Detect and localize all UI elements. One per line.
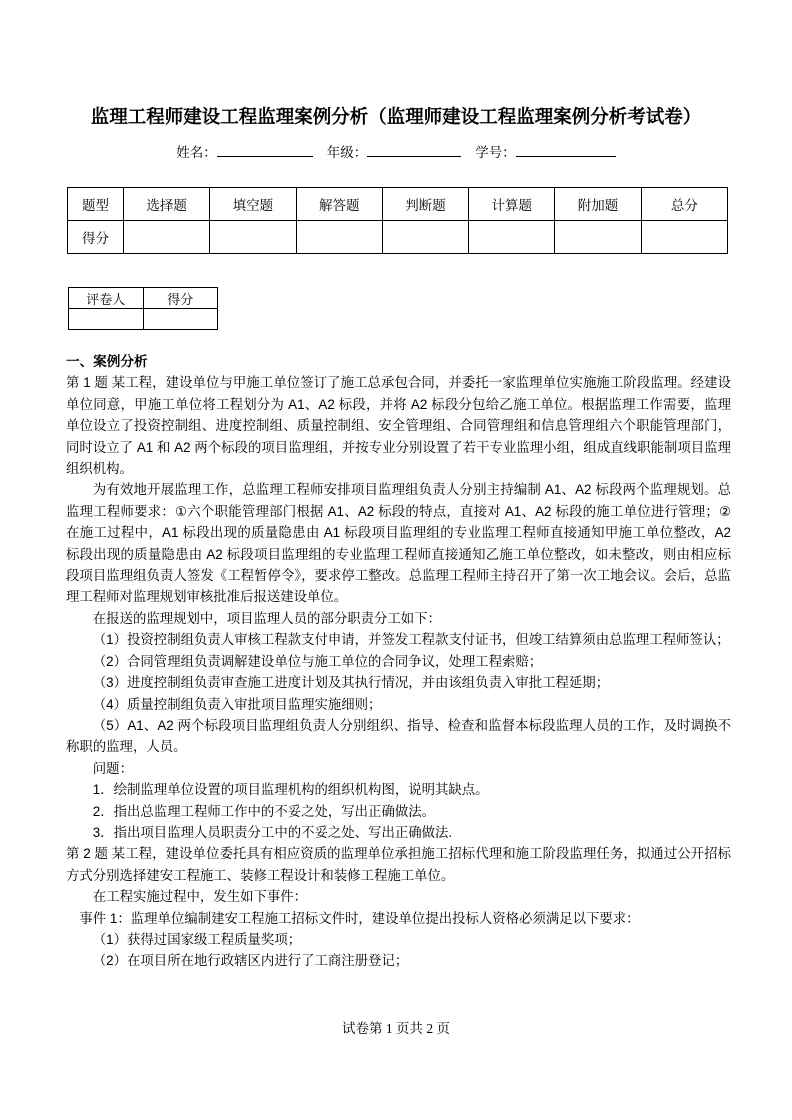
table-row-grader-headers <box>69 288 218 309</box>
score-cell-total[interactable] <box>641 221 727 254</box>
score-cell-answer[interactable] <box>296 221 382 254</box>
column-header-calculation: 计算题 <box>469 188 555 221</box>
question-1-duty-item-4: （4）质量控制组负责入审批项目监理实施细则； <box>92 696 382 712</box>
question-2-intro: 第 2 题 某工程，建设单位委托具有相应资质的监理单位承担施工招标代理和施工阶段监理任务，拟通过公开招标方式分别选择建安工程施工、装修工程设计和装修工程施工单位。 <box>66 846 731 883</box>
score-cell-calculation[interactable] <box>469 221 555 254</box>
column-header-choice: 选择题 <box>124 188 210 221</box>
column-header-extra: 附加题 <box>555 188 641 221</box>
question-1-sub-question-1: 1．绘制监理单位设置的项目监理机构的组织机构图，说明其缺点。 <box>92 782 489 798</box>
grader-score-table <box>68 287 218 330</box>
question-1-duty-item-5: （5）A1、A2 两个标段项目监理组负责人分别组织、指导、检查和监督本标段监理人员的工作，及时调换不称职的监理，人员。 <box>66 717 731 755</box>
question-1-paragraph-2: 为有效地开展监理工作，总监理工程师安排项目监理组负责人分别主持编制 A1、A2 标段两个监理规划。总监理工程师要求：①六个职能管理部门根据 A1、A2 标段的特点，直接对 A1、A2 标段的施工单位进行管理；②在施工过程中，A1 标段出现的质量隐患由 A1 标段项目监理组的专业监理工程师直接通知甲施工单位整改，A2 标段出现的质量隐患由 A2 标段项目监理组的专业监理工程师直接通知乙施工单位整改，如未整改，则由相应标段项目监理组负责人签发《工程暂停令》，要求停工整改。总监理工程师主持召开了第一次工地会议。会后，总监理工程师对监理规划审核批准后报送建设单位。 <box>66 482 731 605</box>
question-2-event-1-item-1: （1）获得过国家级工程质量奖项； <box>92 931 302 947</box>
student-id-field <box>475 145 616 160</box>
name-input-rule[interactable] <box>217 156 313 157</box>
page-footer: 试卷第 1 页共 2 页 <box>342 1021 450 1036</box>
grade-field <box>327 145 462 160</box>
table-row-scores <box>68 221 728 254</box>
score-cell-fill-blank[interactable] <box>210 221 296 254</box>
question-1-sub-question-2: 2．指出总监理工程师工作中的不妥之处，写出正确做法。 <box>92 803 436 819</box>
grade-label: 年级： <box>326 145 368 160</box>
table-row-question-types <box>68 188 728 221</box>
score-cell-choice[interactable] <box>124 221 210 254</box>
question-1-sub-question-3: 3．指出项目监理人员职责分工中的不妥之处、写出正确做法. <box>92 824 453 840</box>
student-id-input-rule[interactable] <box>516 156 616 157</box>
name-field <box>176 145 313 160</box>
score-summary-table <box>67 187 728 254</box>
question-1-duty-item-3: （3）进度控制组负责审查施工进度计划及其执行情况，并由该组负责入审批工程延期； <box>92 675 610 691</box>
table-row-grader-values <box>69 309 218 330</box>
student-id-label: 学号： <box>475 145 516 160</box>
name-label: 姓名： <box>176 145 217 160</box>
row-label-score: 得分 <box>68 221 124 254</box>
column-header-grader-score: 得分 <box>143 288 218 309</box>
grader-score-cell[interactable] <box>143 309 218 330</box>
question-2-paragraph-2: 在工程实施过程中，发生如下事件： <box>92 889 308 905</box>
student-identity-line <box>0 143 792 163</box>
question-1-questions-label: 问题： <box>92 760 133 776</box>
grade-input-rule[interactable] <box>367 156 461 157</box>
score-cell-extra[interactable] <box>555 221 641 254</box>
column-header-answer: 解答题 <box>296 188 382 221</box>
section-heading-case-analysis: 一、案例分析 <box>66 354 148 369</box>
column-header-true-false: 判断题 <box>382 188 468 221</box>
exam-body <box>66 351 731 972</box>
page-title: 监理工程师建设工程监理案例分析（监理师建设工程监理案例分析考试卷） <box>90 106 702 127</box>
question-1-duty-item-1: （1）投资控制组负责人审核工程款支付申请，并签发工程款支付证书，但竣工结算须由总监理工程师签认； <box>92 632 730 648</box>
question-2-event-1: 事件 1：监理单位编制建安工程施工招标文件时，建设单位提出投标人资格必须满足以下要求： <box>79 910 640 926</box>
grader-name-cell[interactable] <box>69 309 144 330</box>
question-1-paragraph-3: 在报送的监理规划中，项目监理人员的部分职责分工如下： <box>92 610 441 626</box>
question-1-duty-item-2: （2）合同管理组负责调解建设单位与施工单位的合同争议，处理工程索赔； <box>92 653 543 669</box>
question-2-event-1-item-2: （2）在项目所在地行政辖区内进行了工商注册登记； <box>92 953 409 969</box>
column-header-total: 总分 <box>641 188 727 221</box>
score-cell-true-false[interactable] <box>382 221 468 254</box>
column-header-fill-blank: 填空题 <box>210 188 296 221</box>
column-header-grader: 评卷人 <box>69 288 144 309</box>
row-label-question-type: 题型 <box>68 188 124 221</box>
question-1-intro: 第 1 题 某工程，建设单位与甲施工单位签订了施工总承包合同，并委托一家监理单位实施施工阶段监理。经建设单位同意，甲施工单位将工程划分为 A1、A2 标段，并将 A2 标段分包给乙施工单位。根据监理工作需要，监理单位设立了投资控制组、进度控制组、质量控制组、安全管理组、合同管理组和信息管理组六个职能管理部门，同时设立了 A1 和 A2 两个标段的项目监理组，并按专业分别设置了若干专业监理小组，组成直线职能制项目监理组织机构。 <box>66 375 731 477</box>
